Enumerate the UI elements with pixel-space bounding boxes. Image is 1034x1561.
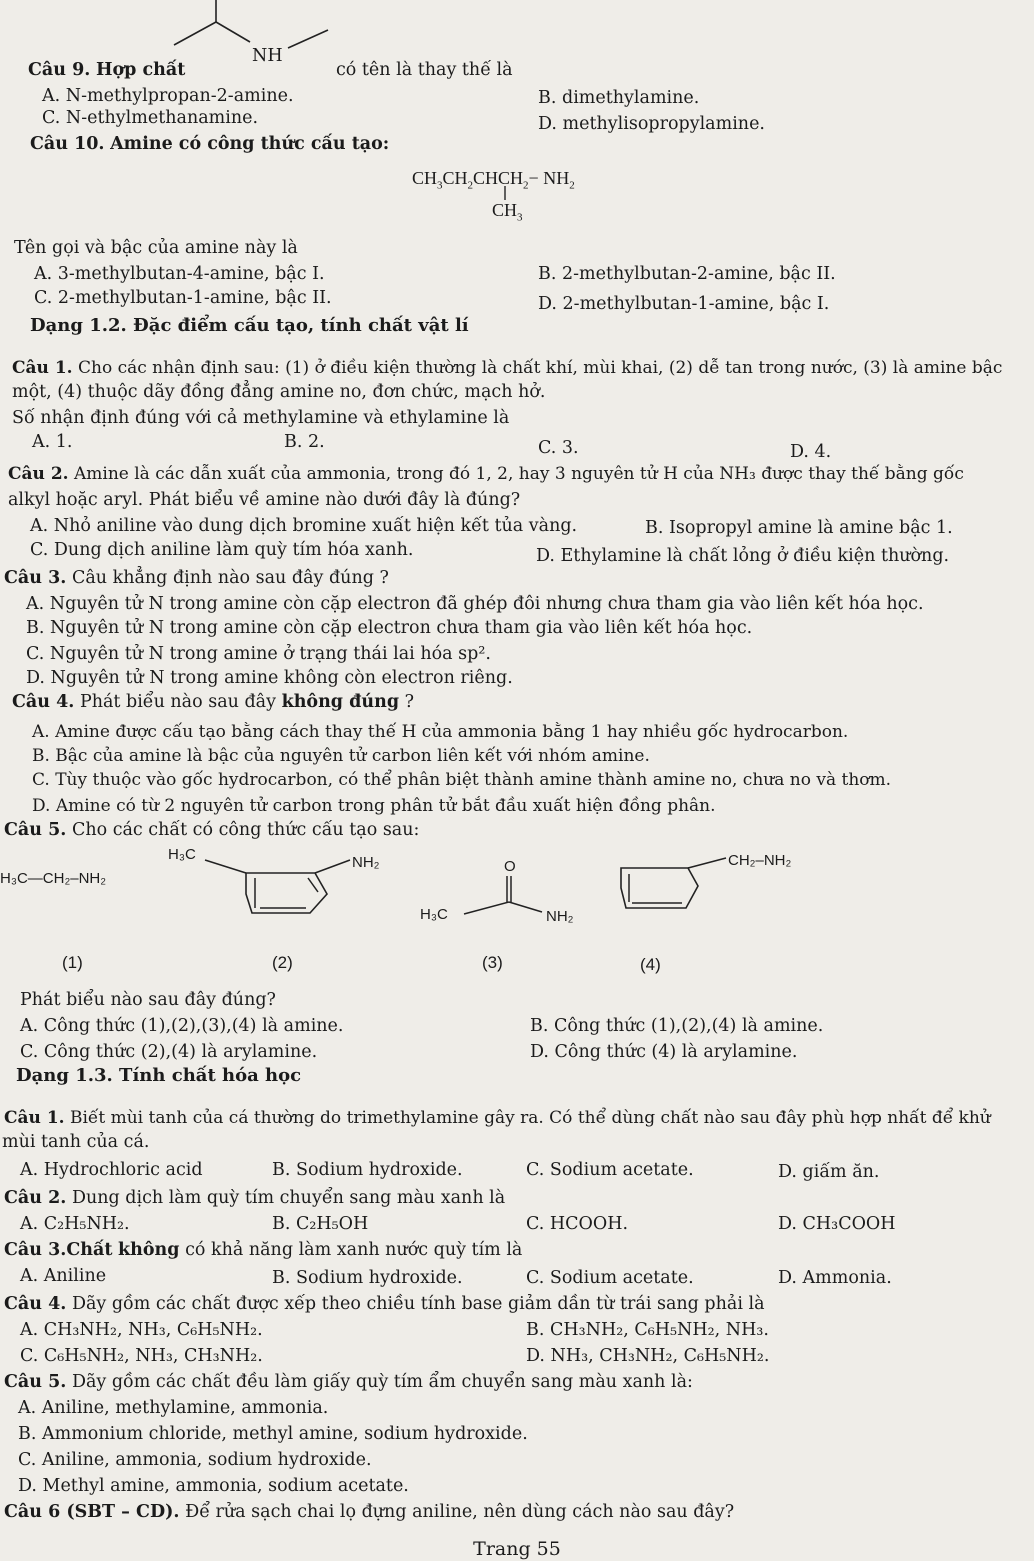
s2q2-prefix: Câu 2. [8, 464, 69, 484]
q10-branch-bond [503, 186, 507, 200]
q9-stem [28, 60, 185, 80]
s3q6-stem [4, 1502, 734, 1522]
s2q4-text-c: ? [404, 692, 415, 712]
s2q5-structure-4-sub: CH₂–NH₂ [728, 852, 792, 869]
s2q1-option-b: B. 2. [284, 432, 325, 452]
s2q5-option-c: C. Công thức (2),(4) là arylamine. [20, 1042, 318, 1062]
s3q2-text: Dung dịch làm quỳ tím chuyển sang màu xanh là [71, 1188, 506, 1208]
s2q2-option-b: B. Isopropyl amine là amine bậc 1. [645, 518, 953, 538]
s2q5-structure-3-ch3: H₃C [420, 906, 448, 923]
s2q4-text-a: Phát biểu nào sau đây [79, 692, 276, 712]
s3q5-option-c: C. Aniline, ammonia, sodium hydroxide. [18, 1450, 372, 1470]
s3q1-line2: mùi tanh của cá. [2, 1132, 150, 1152]
s2q2-line1-text: Amine là các dẫn xuất của ammonia, trong đó 1, 2, hay 3 nguyên tử H của NH₃ được thay thế bằng gốc [73, 464, 964, 484]
q10-formula-main: $CH_3CH_2CHCH_2- NH_2$ [412, 168, 575, 192]
q9-option-a: A. N-methylpropan-2-amine. [42, 86, 294, 106]
s2q1-prefix: Câu 1. [12, 358, 73, 378]
s2q4-option-c: C. Tùy thuộc vào gốc hydrocarbon, có thể phân biệt thành amine thành amine no, chưa no và thơm. [32, 770, 892, 790]
s3q1-option-c: C. Sodium acetate. [526, 1160, 694, 1180]
s2q1-option-c: C. 3. [538, 438, 579, 458]
s3q4-text: Dãy gồm các chất được xếp theo chiều tính base giảm dần từ trái sang phải là [71, 1294, 765, 1314]
s2q5-structure-1: H₃C—CH₂–NH₂ [0, 870, 107, 887]
q10-option-d: D. 2-methylbutan-1-amine, bậc I. [538, 294, 830, 314]
q10-prefix: Câu 10. [30, 134, 105, 154]
s2q4-prefix: Câu 4. [12, 692, 75, 712]
s2q4-stem [12, 692, 414, 712]
s3q1-option-a: A. Hydrochloric acid [20, 1160, 203, 1180]
s3q4-option-d: D. NH₃, CH₃NH₂, C₆H₅NH₂. [526, 1346, 770, 1366]
s2q3-option-c: C. Nguyên tử N trong amine ở trạng thái lai hóa sp². [26, 644, 491, 664]
s2q5-text: Cho các chất có công thức cấu tạo sau: [71, 820, 420, 840]
s2q3-option-d: D. Nguyên tử N trong amine không còn electron riêng. [26, 668, 513, 688]
s3q5-text: Dãy gồm các chất đều làm giấy quỳ tím ẩm chuyển sang màu xanh là: [71, 1372, 693, 1392]
s2q3-stem [4, 568, 389, 588]
s2q2-option-d: D. Ethylamine là chất lỏng ở điều kiện thường. [536, 546, 950, 566]
s2q1-line1-text: Cho các nhận định sau: (1) ở điều kiện thường là chất khí, mùi khai, (2) dễ tan trong nước, (3) là amine bậc [77, 358, 1003, 378]
s2q2-line1 [8, 464, 964, 484]
s3q5-option-b: B. Ammonium chloride, methyl amine, sodium hydroxide. [18, 1424, 528, 1444]
s2q5-structure-4-ring [616, 852, 736, 914]
s2q5-ask: Phát biểu nào sau đây đúng? [20, 990, 276, 1010]
page-number: Trang 55 [473, 1538, 561, 1560]
s3q3-option-a: A. Aniline [20, 1266, 107, 1286]
s2q5-option-d: D. Công thức (4) là arylamine. [530, 1042, 798, 1062]
s3q3-text-a: Chất [66, 1240, 113, 1260]
q9-nh-label: NH [252, 46, 283, 66]
s3q3-prefix: Câu 3. [4, 1240, 67, 1260]
s3q1-line1-text: Biết mùi tanh của cá thường do trimethylamine gây ra. Có thể dùng chất nào sau đây phù hợp nhất để khử [69, 1108, 991, 1128]
section-1-3-heading: Dạng 1.3. Tính chất hóa học [16, 1065, 302, 1086]
s3q4-prefix: Câu 4. [4, 1294, 67, 1314]
s3q4-option-c: C. C₆H₅NH₂, NH₃, CH₃NH₂. [20, 1346, 263, 1366]
q10-option-c: C. 2-methylbutan-1-amine, bậc II. [34, 288, 332, 308]
s3q4-option-b: B. CH₃NH₂, C₆H₅NH₂, NH₃. [526, 1320, 769, 1340]
s2q2-line2: alkyl hoặc aryl. Phát biểu về amine nào dưới đây là đúng? [8, 490, 521, 510]
s2q1-line3: Số nhận định đúng với cả methylamine và ethylamine là [12, 408, 510, 428]
s2q5-option-a: A. Công thức (1),(2),(3),(4) là amine. [20, 1016, 344, 1036]
s3q5-stem [4, 1372, 693, 1392]
s3q1-option-b: B. Sodium hydroxide. [272, 1160, 463, 1180]
s2q1-option-d: D. 4. [790, 442, 832, 462]
s3q3-option-c: C. Sodium acetate. [526, 1268, 694, 1288]
s2q5-structure-2-nh2: NH₂ [352, 854, 380, 871]
s3q3-text-b: không [118, 1240, 180, 1260]
s2q3-text: Câu khẳng định nào sau đây đúng ? [71, 568, 389, 588]
s3q5-prefix: Câu 5. [4, 1372, 67, 1392]
s2q5-option-b: B. Công thức (1),(2),(4) là amine. [530, 1016, 824, 1036]
s2q5-prefix: Câu 5. [4, 820, 67, 840]
q10-option-b: B. 2-methylbutan-2-amine, bậc II. [538, 264, 836, 284]
s3q3-option-b: B. Sodium hydroxide. [272, 1268, 463, 1288]
s2q4-text-b: không đúng [281, 692, 400, 712]
section-1-2-heading: Dạng 1.2. Đặc điểm cấu tạo, tính chất vật lí [30, 315, 469, 336]
s2q2-option-c: C. Dung dịch aniline làm quỳ tím hóa xanh. [30, 540, 414, 560]
s3q1-line1 [4, 1108, 991, 1128]
s2q5-label-3: (3) [482, 953, 503, 972]
q9-text-after: có tên là thay thế là [336, 60, 513, 80]
s2q1-line1 [12, 358, 1002, 378]
s2q5-structure-2-ch3: H₃C [168, 846, 196, 863]
s3q6-prefix: Câu 6 (SBT – CD). [4, 1502, 180, 1522]
q10-formula-branch: $CH_3$ [492, 200, 523, 224]
q9-bond-1 [174, 22, 216, 45]
s2q5-stem [4, 820, 419, 840]
q9-option-c: C. N-ethylmethanamine. [42, 108, 259, 128]
s3q2-stem [4, 1188, 505, 1208]
s3q5-option-a: A. Aniline, methylamine, ammonia. [18, 1398, 329, 1418]
s2q5-structure-2-ring [200, 858, 360, 920]
q9-text-before: Hợp chất [95, 60, 186, 80]
q9-bond-3 [216, 22, 250, 42]
s2q4-option-b: B. Bậc của amine là bậc của nguyên tử carbon liên kết với nhóm amine. [32, 746, 650, 766]
s3q3-option-d: D. Ammonia. [778, 1268, 892, 1288]
s2q1-line2: một, (4) thuộc dãy đồng đẳng amine no, đơn chức, mạch hở. [12, 382, 546, 402]
s3q3-text-c: có khả năng làm xanh nước quỳ tím là [185, 1240, 523, 1260]
q10-text: Amine có công thức cấu tạo: [110, 134, 390, 154]
s3q4-stem [4, 1294, 765, 1314]
s2q4-option-d: D. Amine có từ 2 nguyên tử carbon trong phân tử bắt đầu xuất hiện đồng phân. [32, 796, 716, 816]
s2q5-label-4: (4) [640, 955, 661, 974]
q9-prefix: Câu 9. [28, 60, 91, 80]
s3q1-prefix: Câu 1. [4, 1108, 65, 1128]
s2q5-structure-3-nh2: NH₂ [546, 908, 574, 925]
s2q3-prefix: Câu 3. [4, 568, 67, 588]
s3q2-prefix: Câu 2. [4, 1188, 67, 1208]
s2q3-option-b: B. Nguyên tử N trong amine còn cặp electron chưa tham gia vào liên kết hóa học. [26, 618, 753, 638]
s3q2-option-c: C. HCOOH. [526, 1214, 629, 1234]
s3q4-option-a: A. CH₃NH₂, NH₃, C₆H₅NH₂. [20, 1320, 263, 1340]
q10-option-a: A. 3-methylbutan-4-amine, bậc I. [34, 264, 325, 284]
s2q4-option-a: A. Amine được cấu tạo bằng cách thay thế H của ammonia bằng 1 hay nhiều gốc hydrocarbon. [32, 722, 849, 742]
s2q1-option-a: A. 1. [32, 432, 73, 452]
s2q2-option-a: A. Nhỏ aniline vào dung dịch bromine xuất hiện kết tủa vàng. [30, 516, 578, 536]
s3q3-stem [4, 1240, 522, 1260]
s3q1-option-d: D. giấm ăn. [778, 1162, 880, 1182]
s2q5-structure-3-o: O [504, 858, 516, 875]
q9-option-b: B. dimethylamine. [538, 88, 700, 108]
q9-bond-4 [288, 30, 328, 48]
q10-ask: Tên gọi và bậc của amine này là [14, 238, 298, 258]
s3q2-option-a: A. C₂H₅NH₂. [20, 1214, 130, 1234]
q9-option-d: D. methylisopropylamine. [538, 114, 765, 134]
s3q2-option-d: D. CH₃COOH [778, 1214, 896, 1234]
s2q5-label-1: (1) [62, 953, 83, 972]
s2q5-label-2: (2) [272, 953, 293, 972]
s3q5-option-d: D. Methyl amine, ammonia, sodium acetate. [18, 1476, 409, 1496]
s3q2-option-b: B. C₂H₅OH [272, 1214, 369, 1234]
s3q6-text: Để rửa sạch chai lọ đựng aniline, nên dùng cách nào sau đây? [185, 1502, 735, 1522]
q10-stem [30, 134, 389, 154]
s2q3-option-a: A. Nguyên tử N trong amine còn cặp electron đã ghép đôi nhưng chưa tham gia vào liên kết hóa học. [26, 594, 924, 614]
